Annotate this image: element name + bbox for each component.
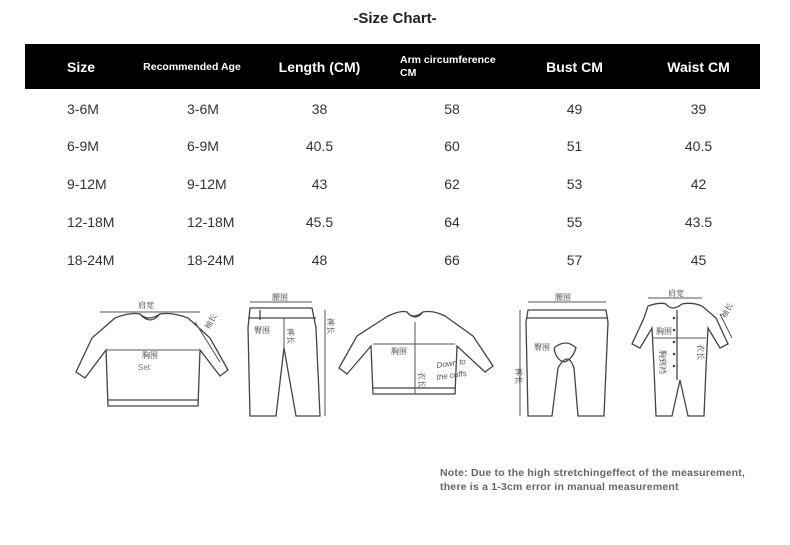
cell-waist: 39 xyxy=(690,101,707,117)
cell-waist: 43.5 xyxy=(684,214,713,230)
cell-waist: 40.5 xyxy=(684,138,713,154)
label-shoulder-2: 肩宽 xyxy=(668,289,684,298)
label-chest-to-crotch: 胸到裆 xyxy=(658,350,667,374)
cell-bust: 55 xyxy=(566,214,583,230)
cell-arm: 64 xyxy=(444,214,460,230)
cell-size: 3-6M xyxy=(67,101,99,117)
label-sleeve-2: 袖长 xyxy=(719,301,735,320)
cell-bust: 53 xyxy=(566,176,583,192)
cell-bust: 49 xyxy=(566,101,583,117)
table-row xyxy=(25,203,760,241)
cell-size: 18-24M xyxy=(67,252,115,268)
label-hip: 臀围 xyxy=(254,326,270,335)
note-line-1: Note: Due to the high stretchingeffect of the measurement, xyxy=(440,467,746,479)
cell-waist: 42 xyxy=(690,176,707,192)
label-waist-2: 腰围 xyxy=(555,293,571,302)
table-row xyxy=(25,91,760,127)
label-shoulder: 肩宽 xyxy=(138,301,154,310)
label-pants-length: 裤长 xyxy=(326,318,335,334)
cell-arm: 60 xyxy=(444,138,460,154)
label-cuffs-2: the cuffs xyxy=(436,368,468,382)
note-line-2: there is a 1-3cm error in manual measurement xyxy=(440,481,679,493)
cell-length: 40.5 xyxy=(305,138,334,154)
table-row xyxy=(25,241,760,279)
table-header xyxy=(25,44,760,89)
cell-length: 43 xyxy=(311,176,328,192)
cell-size: 12-18M xyxy=(67,214,115,230)
pants-illustration xyxy=(230,288,340,423)
raglan-shirt-illustration xyxy=(333,288,503,423)
label-chest-3: 胸围 xyxy=(656,327,672,336)
cell-arm: 62 xyxy=(444,176,460,192)
label-rise: 裤长 xyxy=(286,328,295,344)
cell-age: 18-24M xyxy=(187,252,235,268)
label-length-3: 衣长 xyxy=(696,344,705,360)
cell-age: 9-12M xyxy=(187,176,227,192)
page-title: -Size Chart- xyxy=(353,10,437,27)
label-set: Set xyxy=(138,363,151,372)
romper-illustration xyxy=(620,288,740,423)
label-waist: 腰围 xyxy=(272,293,288,302)
shirt-illustration xyxy=(60,288,235,423)
cell-waist: 45 xyxy=(690,252,707,268)
cell-length: 45.5 xyxy=(305,214,334,230)
header-arm: Arm circumference CM xyxy=(400,53,496,79)
header-bust: Bust CM xyxy=(546,58,603,75)
label-pants-length-2: 裤长 xyxy=(514,368,523,384)
label-chest-2: 胸围 xyxy=(391,347,407,356)
header-size: Size xyxy=(66,58,95,75)
cell-age: 6-9M xyxy=(187,138,219,154)
label-chest: 胸围 xyxy=(142,351,158,360)
cell-age: 3-6M xyxy=(187,101,219,117)
table-row xyxy=(25,127,760,165)
table-body xyxy=(25,91,760,279)
cell-length: 38 xyxy=(311,101,328,117)
size-chart-table xyxy=(25,44,760,279)
cell-size: 9-12M xyxy=(67,176,107,192)
baby-pants-illustration xyxy=(510,288,620,423)
cell-arm: 66 xyxy=(444,252,460,268)
cell-bust: 57 xyxy=(566,252,583,268)
label-cuffs-1: Down to xyxy=(436,356,467,370)
measurement-illustrations xyxy=(50,288,750,423)
header-waist: Waist CM xyxy=(667,58,730,75)
measurement-note xyxy=(440,466,745,494)
label-length-2: 衣长 xyxy=(417,372,426,388)
cell-bust: 51 xyxy=(566,138,583,154)
cell-arm: 58 xyxy=(444,101,460,117)
label-sleeve: 袖长 xyxy=(202,312,219,331)
header-age: Recommended Age xyxy=(143,60,241,73)
cell-size: 6-9M xyxy=(67,138,99,154)
header-length: Length (CM) xyxy=(278,58,361,75)
cell-length: 48 xyxy=(311,252,328,268)
cell-age: 12-18M xyxy=(187,214,235,230)
label-hip-2: 臀围 xyxy=(534,343,550,352)
table-row xyxy=(25,165,760,203)
